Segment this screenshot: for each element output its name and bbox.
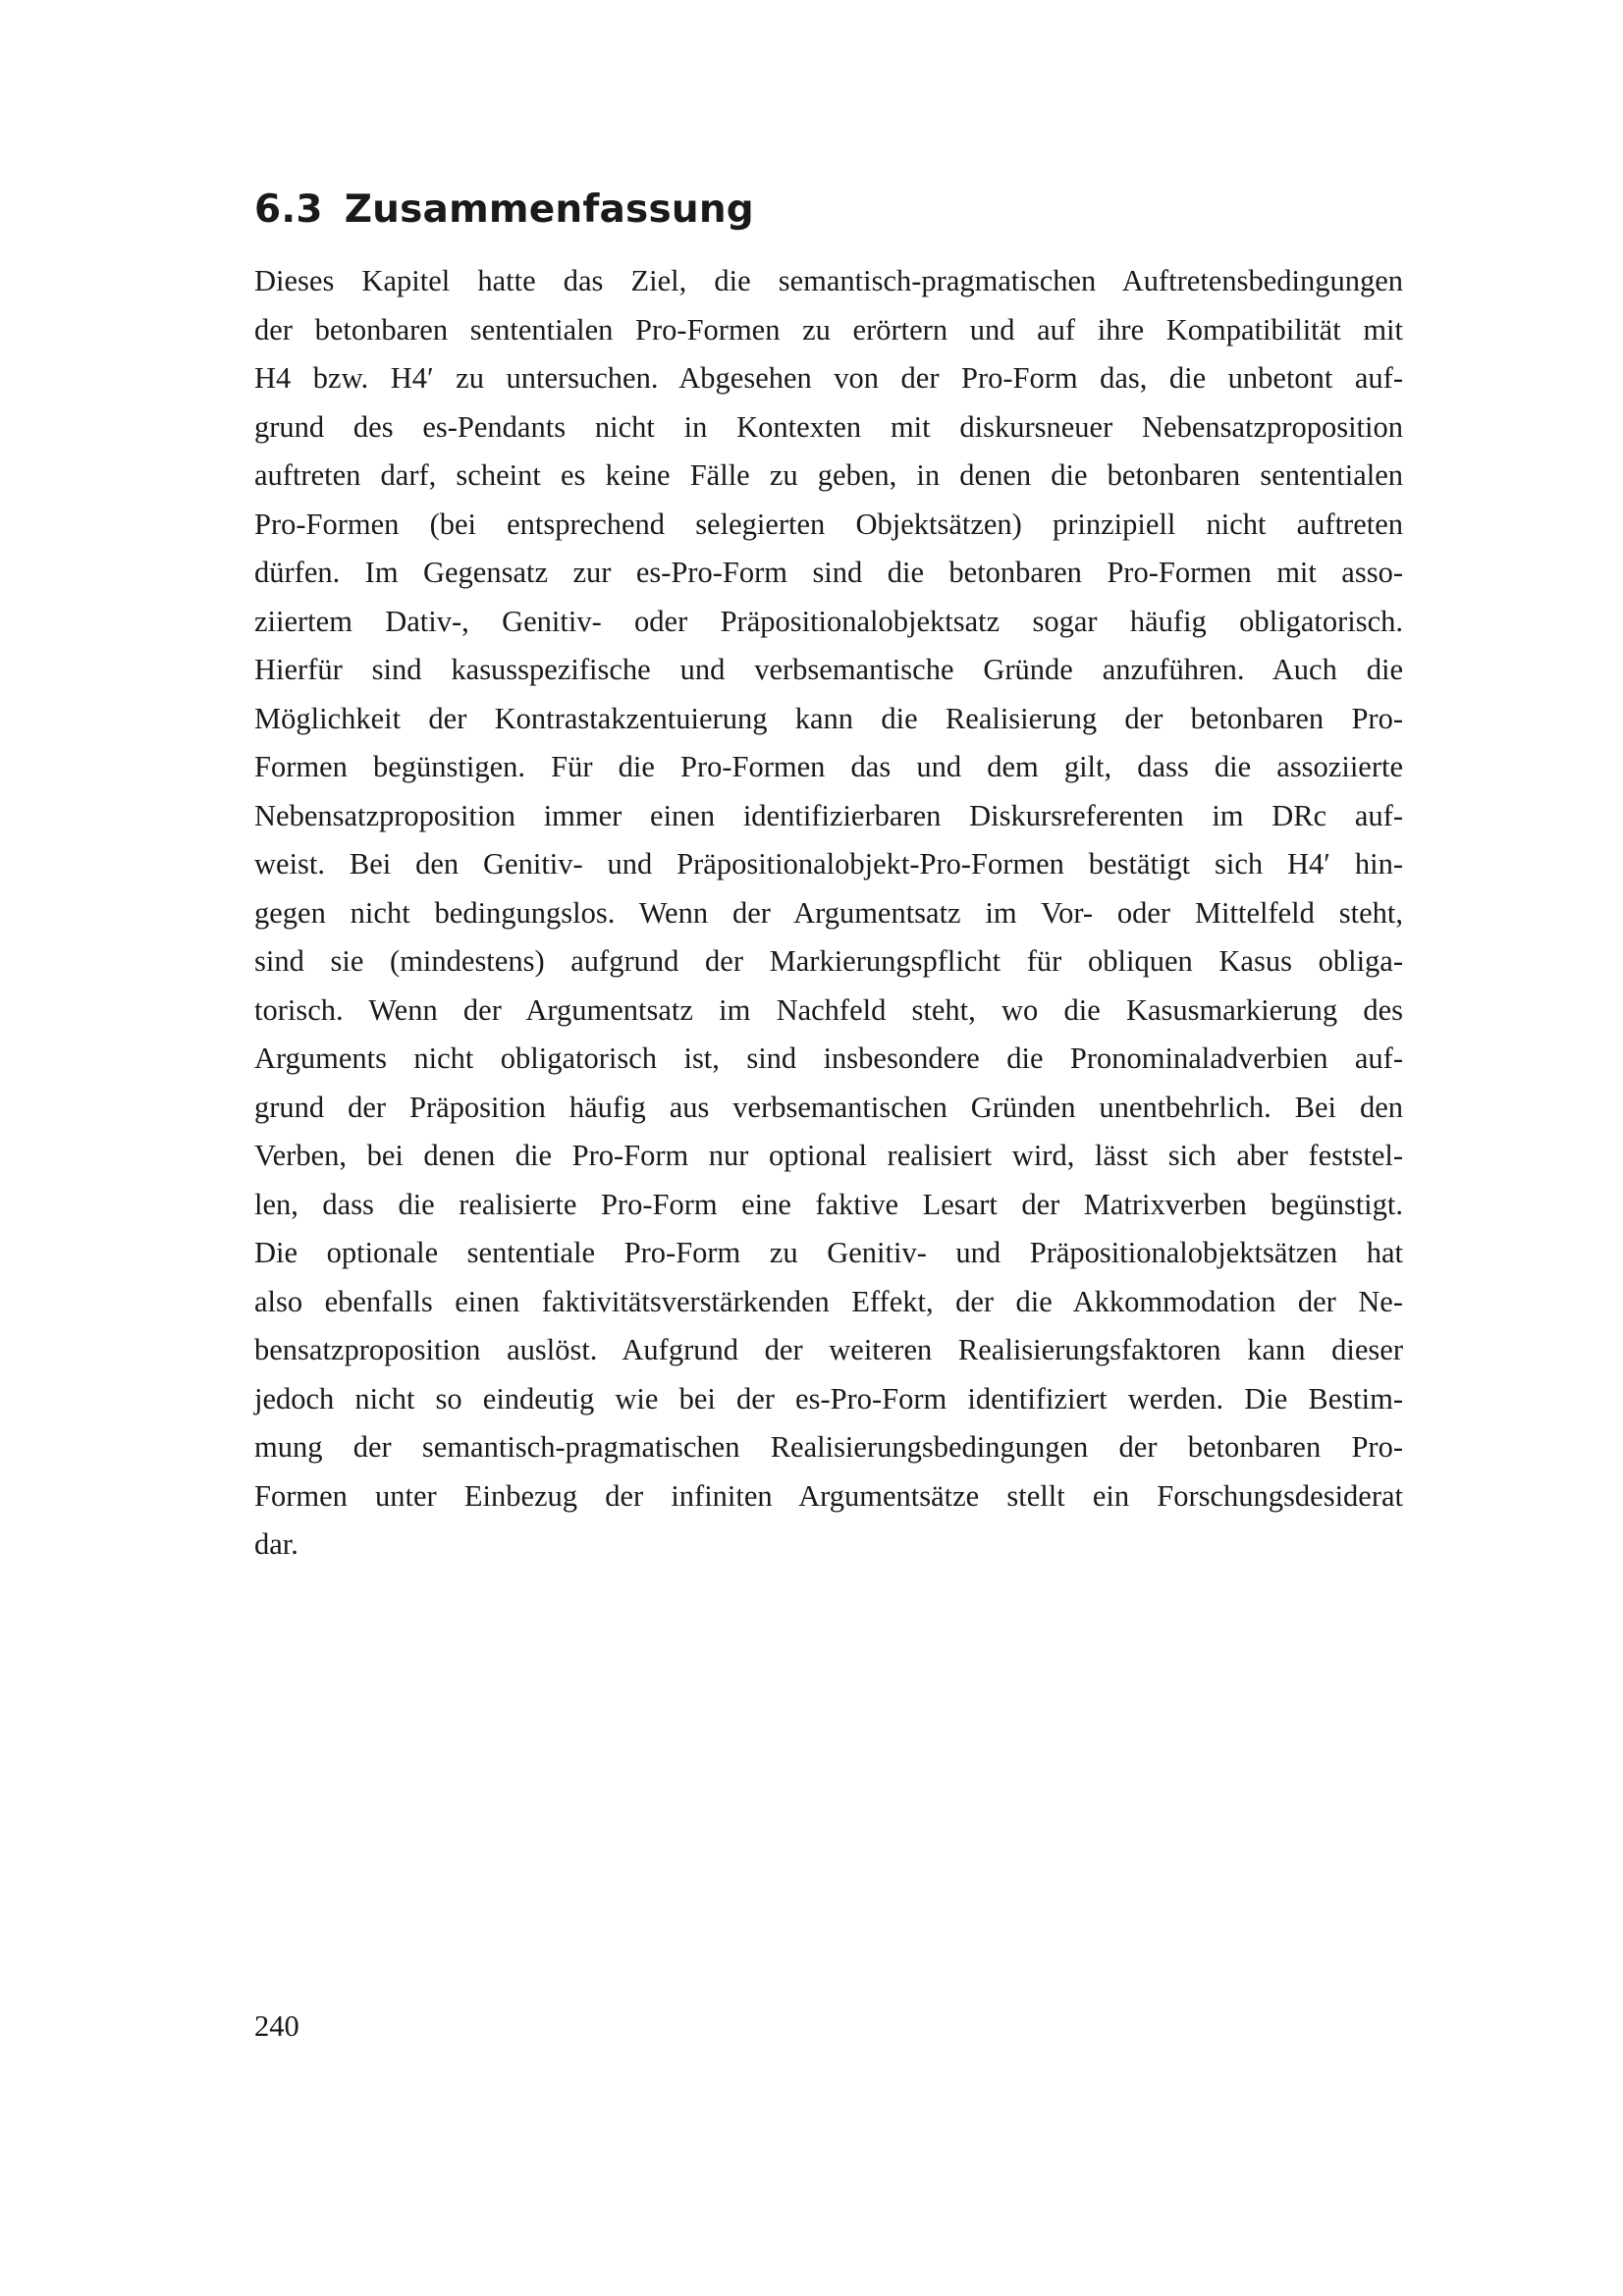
paragraph-line: Hierfür sind kasusspezifische und verbsemantische Gründe anzuführen. Auch die: [254, 653, 1403, 686]
page-number: 240: [254, 2009, 299, 2043]
paragraph-line: H4 bzw. H4′ zu untersuchen. Abgesehen von der Pro-Form das, die unbetont auf-: [254, 361, 1403, 395]
paragraph-line: Möglichkeit der Kontrastakzentuierung kann die Realisierung der betonbaren Pro-: [254, 701, 1403, 735]
paragraph-line: dürfen. Im Gegensatz zur es-Pro-Form sind die betonbaren Pro-Formen mit asso-: [254, 556, 1403, 589]
section-heading: [254, 183, 754, 238]
body-paragraph: [254, 257, 1403, 1570]
paragraph-line: dar.: [254, 1527, 298, 1561]
paragraph-line: der betonbaren sententialen Pro-Formen zu erörtern und auf ihre Kompatibilität mit: [254, 312, 1403, 347]
paragraph-line: Nebensatzproposition immer einen identifizierbaren Diskursreferenten im DRc auf-: [254, 798, 1403, 832]
paragraph-line: auftreten darf, scheint es keine Fälle zu geben, in denen die betonbaren sententialen: [254, 458, 1403, 492]
paragraph-line: Formen unter Einbezug der infiniten Argumentsätze stellt ein Forschungsdesiderat: [254, 1478, 1403, 1513]
paragraph-line: sind sie (mindestens) aufgrund der Markierungspflicht für obliquen Kasus obliga-: [254, 944, 1403, 978]
paragraph-line: gegen nicht bedingungslos. Wenn der Argumentsatz im Vor- oder Mittelfeld steht,: [254, 895, 1403, 930]
paragraph-line: len, dass die realisierte Pro-Form eine faktive Lesart der Matrixverben begünstigt.: [254, 1187, 1403, 1221]
paragraph-line: torisch. Wenn der Argumentsatz im Nachfeld steht, wo die Kasusmarkierung des: [254, 992, 1403, 1027]
paragraph-line: jedoch nicht so eindeutig wie bei der es-Pro-Form identifiziert werden. Die Bestim-: [254, 1381, 1403, 1415]
paragraph-line: mung der semantisch-pragmatischen Realisierungsbedingungen der betonbaren Pro-: [254, 1430, 1403, 1464]
paragraph-line: Verben, bei denen die Pro-Form nur optional realisiert wird, lässt sich aber feststel-: [254, 1139, 1403, 1172]
section-number: 6.3: [254, 187, 323, 232]
paragraph-line: ziiertem Dativ-, Genitiv- oder Präpositionalobjektsatz sogar häufig obligatorisch.: [254, 604, 1403, 638]
paragraph-line: Pro-Formen (bei entsprechend selegierten Objektsätzen) prinzipiell nicht auftreten: [254, 507, 1403, 541]
paragraph-line: also ebenfalls einen faktivitätsverstärkenden Effekt, der die Akkommodation der Ne-: [254, 1284, 1403, 1318]
paragraph-line: Formen begünstigen. Für die Pro-Formen das und dem gilt, dass die assoziierte: [254, 750, 1403, 783]
paragraph-line: Dieses Kapitel hatte das Ziel, die semantisch-pragmatischen Auftretensbedingungen: [254, 264, 1403, 297]
paragraph-line: grund des es-Pendants nicht in Kontexten mit diskursneuer Nebensatzproposition: [254, 409, 1403, 444]
paragraph-line: Die optionale sententiale Pro-Form zu Genitiv- und Präpositionalobjektsätzen hat: [254, 1236, 1403, 1269]
section-title: Zusammenfassung: [344, 187, 754, 232]
paragraph-line: bensatzproposition auslöst. Aufgrund der weiteren Realisierungsfaktoren kann dieser: [254, 1333, 1403, 1366]
paragraph-line: weist. Bei den Genitiv- und Präpositionalobjekt-Pro-Formen bestätigt sich H4′ hin-: [254, 847, 1403, 881]
paragraph-line: Arguments nicht obligatorisch ist, sind insbesondere die Pronominaladverbien auf-: [254, 1041, 1403, 1075]
paragraph-line: grund der Präposition häufig aus verbsemantischen Gründen unentbehrlich. Bei den: [254, 1090, 1403, 1124]
